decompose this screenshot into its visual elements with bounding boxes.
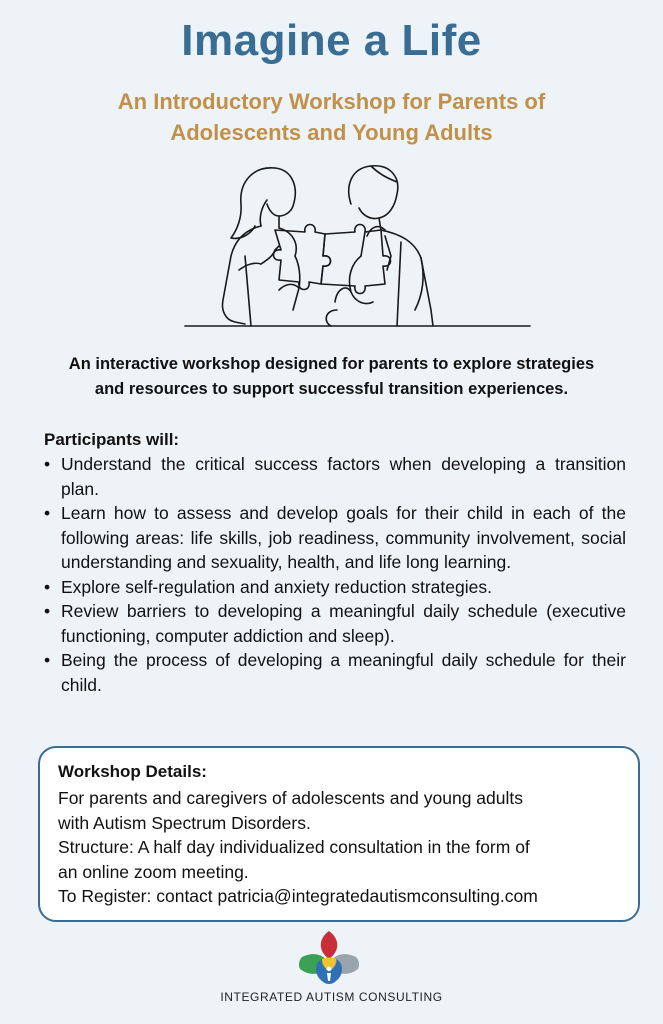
list-item: • Being the process of developing a meaningful daily schedule for their child. bbox=[44, 648, 626, 697]
page-title: Imagine a Life bbox=[181, 16, 482, 65]
participants-list bbox=[44, 452, 626, 697]
registration-line: To Register: contact patricia@integratedautismconsulting.com bbox=[58, 886, 538, 906]
subtitle-line-2: Adolescents and Young Adults bbox=[170, 120, 493, 145]
participants-heading: Participants will: bbox=[44, 430, 180, 449]
details-line: For parents and caregivers of adolescents and young adults bbox=[58, 788, 524, 808]
intro-line-2: and resources to support successful transition experiences. bbox=[94, 380, 569, 398]
logo-wordmark: INTEGRATED AUTISM CONSULTING bbox=[220, 990, 443, 1004]
list-item: • Learn how to assess and develop goals for their child in each of the following areas: life skills, job readiness, community involvement, social understanding and sexuality, health, and life long learning. bbox=[44, 501, 626, 575]
list-item: • Understand the critical success factors when developing a transition plan. bbox=[44, 452, 626, 501]
details-line: with Autism Spectrum Disorders. bbox=[58, 812, 311, 833]
page-subtitle bbox=[60, 86, 603, 148]
details-line: an online zoom meeting. bbox=[58, 861, 249, 882]
list-item: • Review barriers to developing a meaningful daily schedule (executive functioning, computer addiction and sleep). bbox=[44, 599, 626, 648]
intro-line-1: An interactive workshop designed for parents to explore strategies bbox=[68, 355, 595, 373]
workshop-details-box bbox=[38, 746, 640, 922]
intro-text bbox=[10, 352, 653, 402]
heart-petal-logo-icon bbox=[296, 929, 362, 987]
puzzle-people-illustration-icon bbox=[175, 160, 535, 330]
subtitle-line-1: An Introductory Workshop for Parents of bbox=[117, 89, 546, 114]
details-heading: Workshop Details: bbox=[58, 762, 207, 781]
details-line: Structure: A half day individualized consultation in the form of bbox=[58, 837, 530, 857]
list-item: • Explore self-regulation and anxiety reduction strategies. bbox=[44, 575, 626, 600]
